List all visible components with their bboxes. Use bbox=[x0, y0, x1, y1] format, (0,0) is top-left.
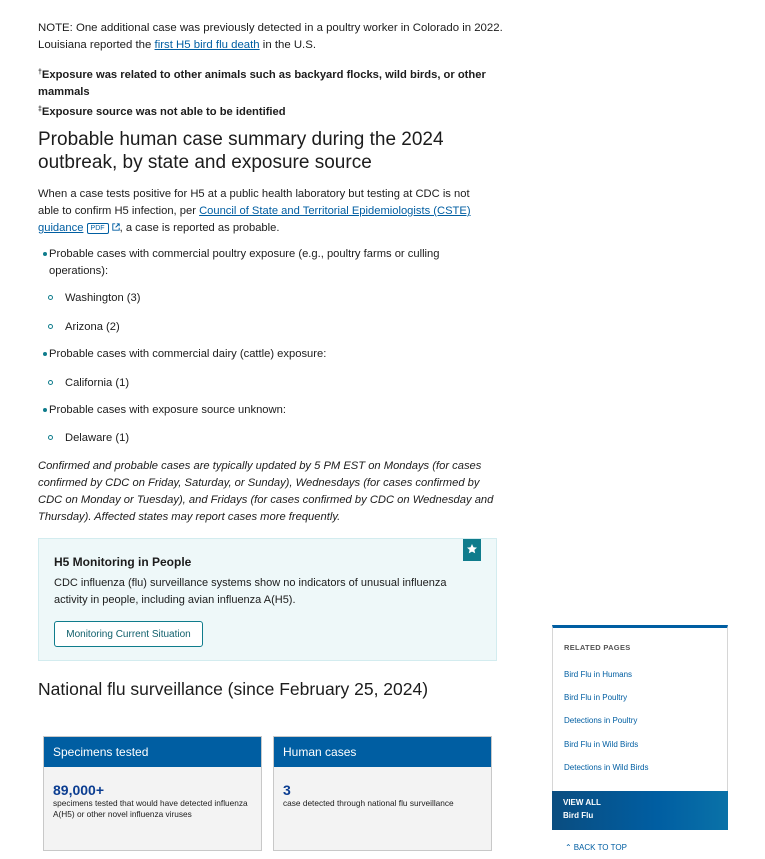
sub-list-item: Arizona (2) bbox=[65, 319, 120, 336]
list-item-dairy: Probable cases with commercial dairy (cattle) exposure: bbox=[49, 346, 469, 363]
view-all-topic: Bird Flu bbox=[563, 811, 594, 820]
cste-guidance-link[interactable]: Council of State and Territorial Epidemiologists (CSTE) guidance bbox=[38, 205, 471, 234]
callout-title: H5 Monitoring in People bbox=[54, 555, 192, 569]
specimens-tested-card bbox=[43, 736, 262, 851]
footnote-dagger bbox=[38, 64, 498, 101]
related-link-bird-flu-humans[interactable]: Bird Flu in Humans bbox=[564, 670, 633, 679]
sub-list-item: Washington (3) bbox=[65, 290, 140, 307]
related-pages-title: RELATED PAGES bbox=[564, 643, 631, 652]
sub-list-item: California (1) bbox=[65, 375, 129, 392]
card-description: case detected through national flu surveillance bbox=[283, 798, 454, 808]
footnote-mark: † bbox=[38, 69, 42, 76]
note-paragraph bbox=[38, 20, 508, 54]
related-link-detections-poultry[interactable]: Detections in Poultry bbox=[564, 716, 638, 725]
card-header: Human cases bbox=[274, 737, 491, 767]
list-item-poultry: Probable cases with commercial poultry exposure (e.g., poultry farms or culling operations): bbox=[49, 246, 469, 280]
intro-prefix: When a case tests positive for H5 at a public health laboratory but testing at CDC is not able to confirm H5 infection, per bbox=[38, 188, 470, 217]
pdf-badge: PDF bbox=[87, 223, 109, 234]
intro-suffix: , a case is reported as probable. bbox=[119, 222, 280, 234]
callout-body: CDC influenza (flu) surveillance systems show no indicators of unusual influenza activity in people, including avian influenza A(H5). bbox=[54, 577, 447, 606]
card-value: 89,000+ bbox=[53, 782, 104, 798]
card-value: 3 bbox=[283, 782, 291, 798]
footnote-text: Exposure was related to other animals such as backyard flocks, wild birds, or other mammals bbox=[38, 69, 486, 98]
update-schedule-note: Confirmed and probable cases are typically updated by 5 PM EST on Mondays (for cases confirmed by CDC on Friday, Saturday, or Sunday), Wednesdays (for cases confirmed by CDC on Monday or Tuesday), and Fridays (for cases confirmed by CDC on Wednesday and Thursday). Affected states may report cases more frequently. bbox=[38, 460, 494, 523]
probable-section-title: Probable human case summary during the 2024 outbreak, by state and exposure source bbox=[38, 129, 444, 173]
footnote-text: Exposure source was not able to be identified bbox=[41, 106, 286, 118]
footnote-double-dagger bbox=[38, 101, 498, 121]
back-to-top-link[interactable] bbox=[565, 843, 627, 852]
sub-list-item: Delaware (1) bbox=[65, 430, 129, 447]
note-prefix: NOTE: One additional case was previously detected in a poultry worker in Colorado in 2022. Louisiana reported the bbox=[38, 22, 503, 51]
list-item-unknown: Probable cases with exposure source unknown: bbox=[49, 402, 469, 419]
related-pages-panel bbox=[552, 625, 728, 830]
external-link-icon bbox=[112, 223, 120, 231]
view-all-label: VIEW ALL bbox=[563, 798, 601, 807]
chevron-up-icon: ⌃ bbox=[565, 843, 572, 852]
card-header: Specimens tested bbox=[44, 737, 261, 767]
footnotes bbox=[38, 64, 498, 121]
view-all-bird-flu-button[interactable] bbox=[552, 791, 728, 830]
surveillance-section-title: National flu surveillance (since February 25, 2024) bbox=[38, 679, 429, 699]
first-death-link[interactable]: first H5 bird flu death bbox=[154, 39, 260, 51]
h5-monitoring-callout bbox=[38, 538, 497, 661]
related-link-bird-flu-poultry[interactable]: Bird Flu in Poultry bbox=[564, 693, 628, 702]
related-link-detections-wild-birds[interactable]: Detections in Wild Birds bbox=[564, 763, 649, 772]
note-suffix: in the U.S. bbox=[259, 39, 316, 51]
probable-intro bbox=[38, 186, 488, 237]
bookmark-star-icon bbox=[463, 539, 481, 561]
human-cases-card bbox=[273, 736, 492, 851]
card-description: specimens tested that would have detected influenza A(H5) or other novel influenza viruses bbox=[53, 798, 248, 819]
footnote-mark: ‡ bbox=[38, 106, 42, 113]
back-to-top-label: BACK TO TOP bbox=[573, 843, 627, 852]
monitoring-current-situation-button[interactable]: Monitoring Current Situation bbox=[54, 621, 203, 647]
related-link-bird-flu-wild-birds[interactable]: Bird Flu in Wild Birds bbox=[564, 740, 639, 749]
